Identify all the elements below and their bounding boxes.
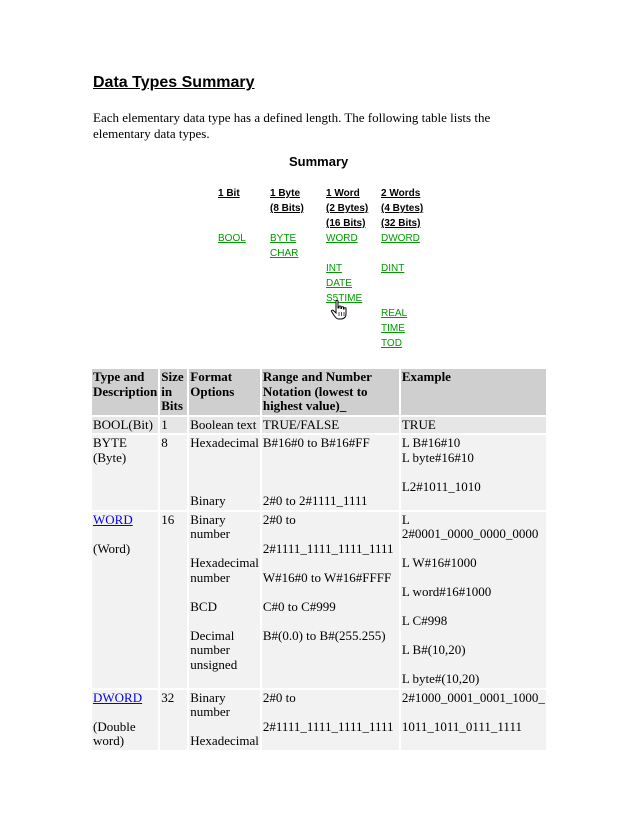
intro-paragraph: Each elementary data type has a defined length. The following table lists the elementary data types.	[93, 110, 491, 141]
summary-link-char[interactable]: CHAR	[270, 248, 299, 259]
summary-title: Summary	[289, 154, 349, 169]
cell-type: BYTE (Byte)	[92, 435, 158, 510]
example-line: L 2#0001_0000_0000_0000	[401, 511, 539, 541]
summary-header-1-bit	[218, 186, 240, 201]
summary-header-line: 1 Bit	[218, 188, 240, 199]
cell-range	[262, 435, 399, 510]
example-line: L byte#16#10	[401, 449, 474, 465]
range-line: W#16#0 to W#16#FFFF	[262, 569, 392, 585]
header-size: Size in Bits	[160, 369, 187, 415]
format-bcd: BCD	[190, 598, 217, 614]
summary-link-int[interactable]: INT	[326, 263, 343, 274]
header-example: Example	[401, 369, 546, 415]
page-title: Data Types Summary	[93, 74, 255, 91]
summary-header-line: (16 Bits)	[326, 218, 366, 229]
table-header-row	[92, 369, 546, 415]
summary-header-2-words	[381, 186, 423, 231]
cell-example	[401, 512, 546, 688]
cell-format	[189, 435, 260, 510]
cell-format	[189, 690, 260, 750]
summary-header-line: 1 Word	[326, 188, 360, 199]
format-binary-number: Binary number	[190, 689, 230, 719]
summary-header-line: (8 Bits)	[270, 203, 304, 214]
cell-type	[92, 512, 158, 688]
summary-link-time[interactable]: TIME	[381, 323, 405, 334]
summary-link-byte[interactable]: BYTE	[270, 233, 297, 244]
cell-size: 32	[160, 690, 187, 750]
summary-header-line: 1 Byte	[270, 188, 301, 199]
format-binary: Binary	[190, 493, 226, 508]
cell-format: Boolean text	[189, 417, 260, 434]
format-decimal-unsigned: Decimal number unsigned	[190, 627, 238, 672]
example-line: L2#1011_1010	[401, 478, 481, 494]
summary-link-word[interactable]: WORD	[326, 233, 358, 244]
cell-size: 16	[160, 512, 187, 688]
type-description: (Double word)	[93, 718, 136, 748]
format-hexadecimal: Hexadecimal	[190, 435, 259, 450]
summary-link-date[interactable]: DATE	[326, 278, 352, 289]
example-line: L C#998	[401, 613, 448, 628]
table-row-byte	[92, 435, 546, 510]
summary-link-dword[interactable]: DWORD	[381, 233, 420, 244]
range-line: C#0 to C#999	[262, 598, 336, 614]
example-line: 1011_1011_0111_1111	[401, 718, 522, 734]
example-line: L B#(10,20)	[401, 642, 466, 657]
cell-size: 1	[160, 417, 187, 434]
cell-format	[189, 512, 260, 688]
summary-link-bool[interactable]: BOOL	[218, 233, 246, 244]
cell-size: 8	[160, 435, 187, 510]
example-line: L word#16#1000	[401, 584, 492, 599]
summary-link-dint[interactable]: DINT	[381, 263, 405, 274]
header-format: Format Options	[189, 369, 260, 415]
cell-range	[262, 690, 399, 750]
cell-range: TRUE/FALSE	[262, 417, 399, 434]
summary-header-line: (32 Bits)	[381, 218, 421, 229]
word-link[interactable]: WORD	[93, 511, 133, 527]
cell-type	[92, 690, 158, 750]
format-hexadecimal: Hexadecimal	[190, 733, 259, 748]
cell-example	[401, 435, 546, 510]
example-line: L byte#(10,20)	[401, 671, 480, 686]
summary-header-line: 2 Words	[381, 188, 421, 199]
example-line: L W#16#1000	[401, 555, 477, 570]
format-hexadecimal-number: Hexadecimal number	[190, 555, 259, 585]
type-description: (Word)	[93, 540, 131, 556]
example-line: 2#1000_0001_0001_1000_	[401, 689, 545, 705]
cell-type: BOOL(Bit)	[92, 417, 158, 434]
cell-range	[262, 512, 399, 688]
summary-header-line: (4 Bytes)	[381, 203, 424, 214]
range-hex: B#16#0 to B#16#FF	[262, 435, 370, 450]
cell-example: TRUE	[401, 417, 546, 434]
range-line: 2#1111_1111_1111_1111	[262, 718, 394, 734]
format-binary-number: Binary number	[190, 511, 230, 541]
table-row-bool	[92, 417, 546, 434]
dword-link[interactable]: DWORD	[93, 689, 143, 705]
range-binary: 2#0 to 2#1111_1111	[262, 493, 368, 508]
example-line: L B#16#10	[401, 435, 461, 450]
range-line: B#(0.0) to B#(255.255)	[262, 627, 386, 643]
summary-header-line: (2 Bytes)	[326, 203, 369, 214]
table-row-dword	[92, 690, 546, 750]
data-types-table	[90, 367, 548, 752]
summary-header-1-byte	[270, 186, 304, 216]
range-line: 2#0 to	[262, 511, 296, 527]
cell-example	[401, 690, 546, 750]
hand-cursor-icon	[330, 300, 348, 320]
table-row-word	[92, 512, 546, 688]
header-range: Range and Number Notation (lowest to highest value)_	[262, 369, 399, 415]
summary-header-1-word	[326, 186, 368, 231]
summary-link-tod[interactable]: TOD	[381, 338, 402, 349]
range-line: 2#1111_1111_1111_1111	[262, 540, 394, 556]
summary-link-s5time[interactable]: S5TIME	[326, 293, 363, 304]
summary-link-real[interactable]: REAL	[381, 308, 408, 319]
header-type: Type and Description	[92, 369, 158, 415]
range-line: 2#0 to	[262, 689, 296, 705]
